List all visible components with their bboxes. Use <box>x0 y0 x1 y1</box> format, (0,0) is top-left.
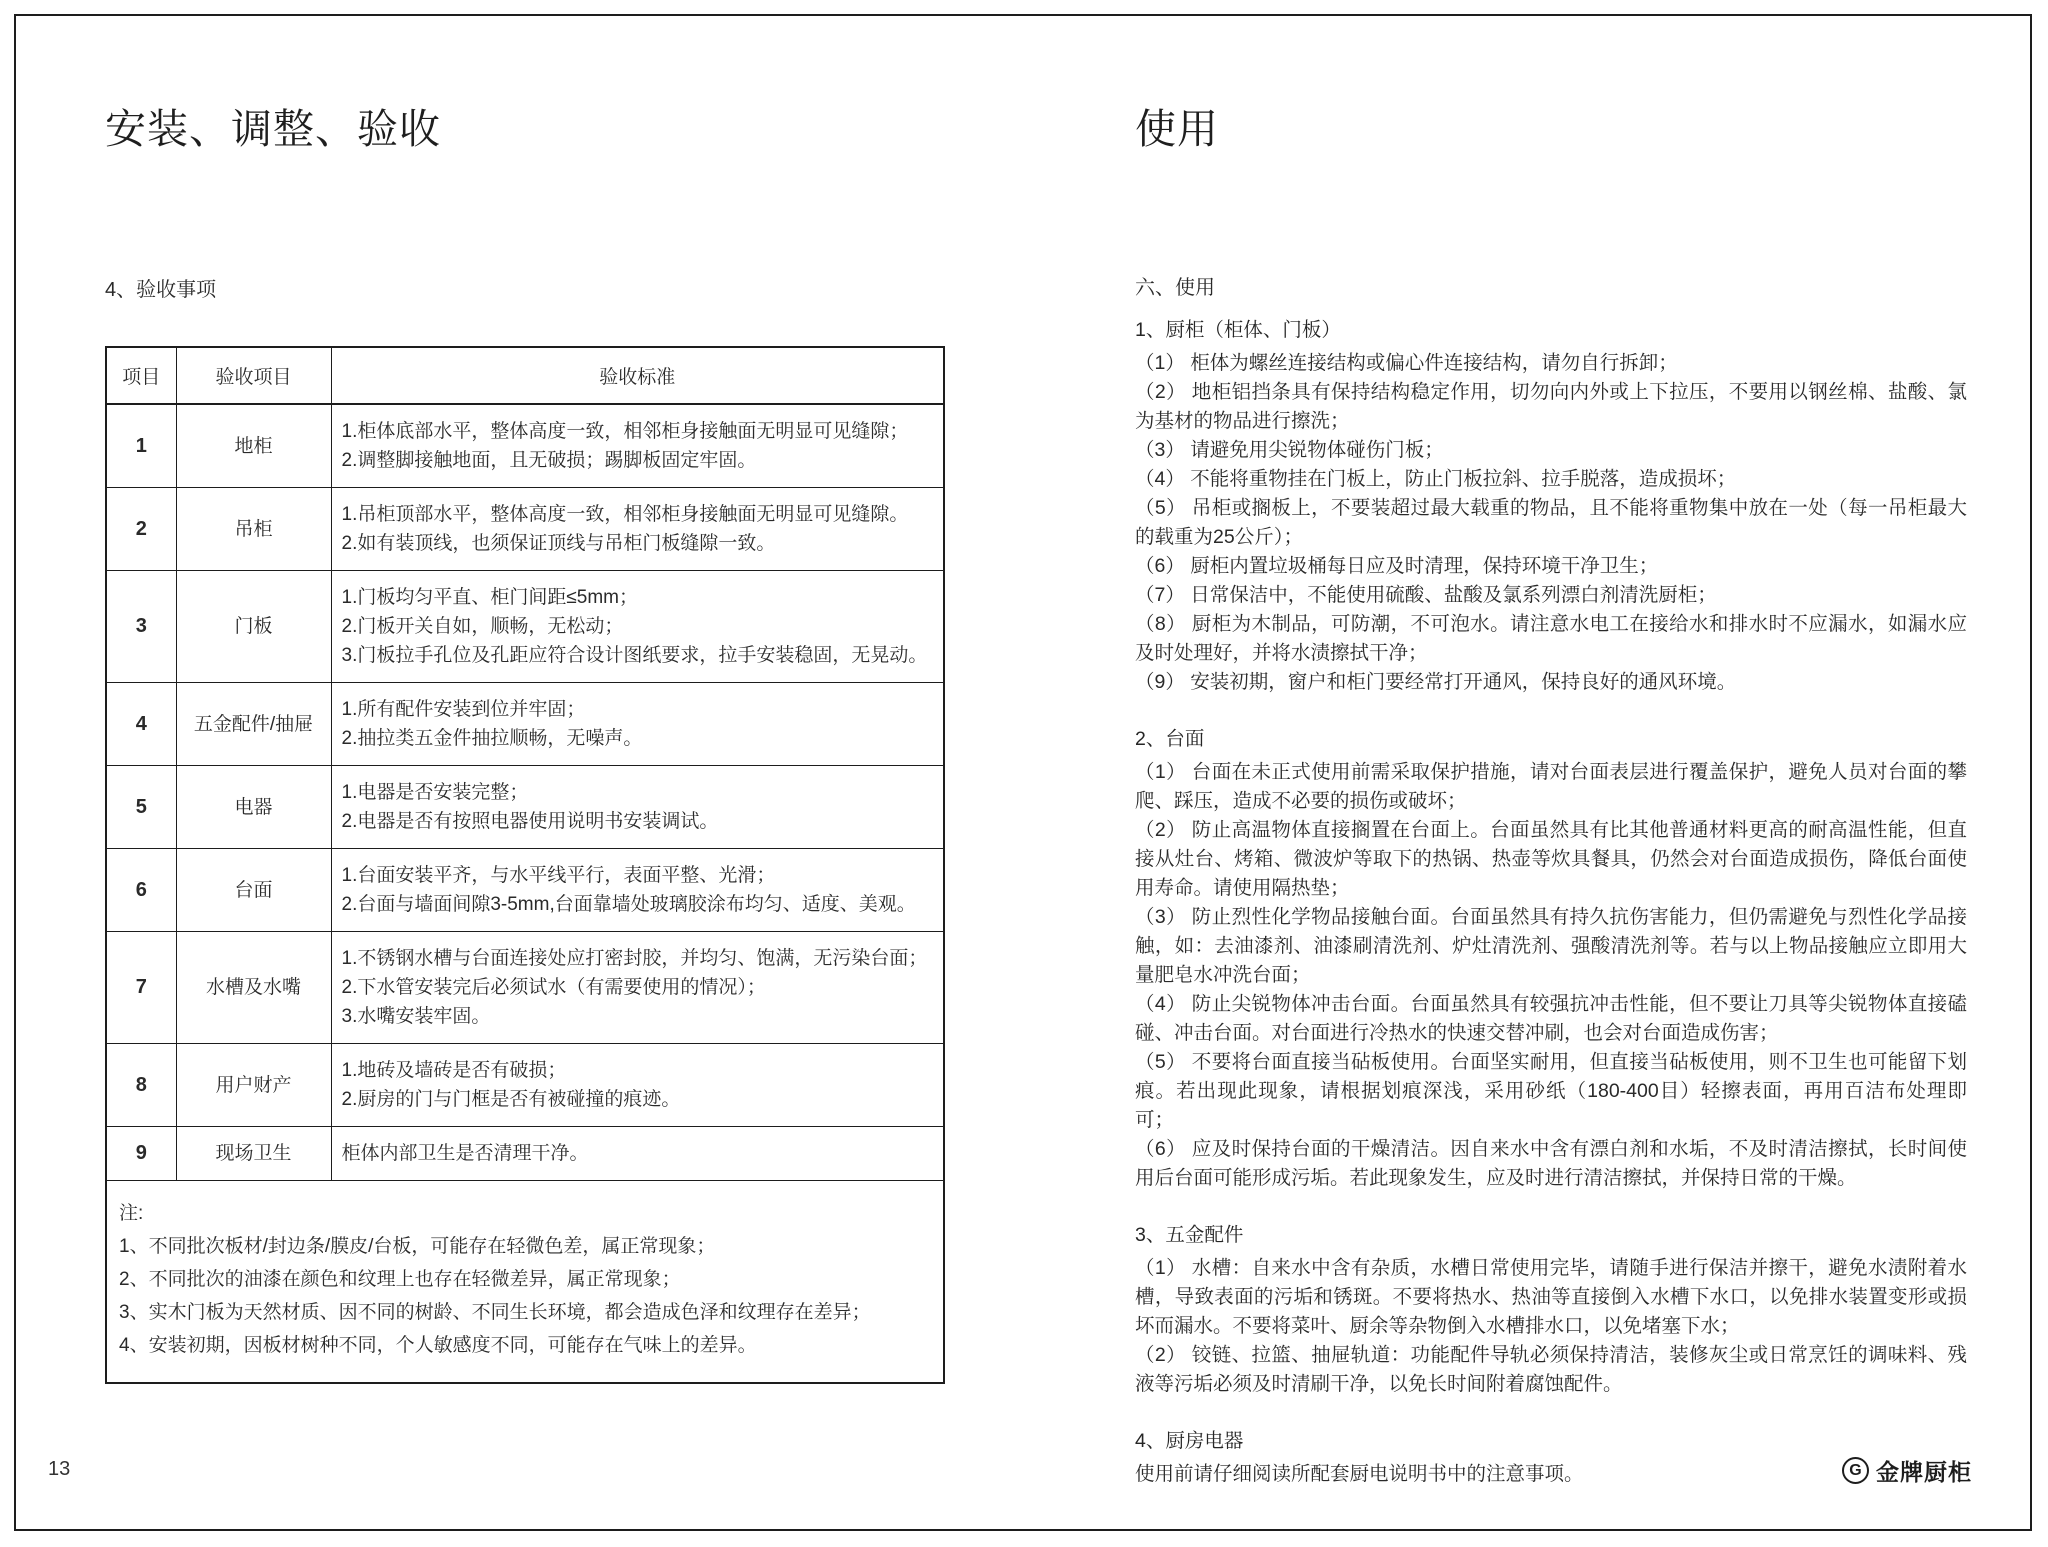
acceptance-table-footer <box>106 1181 944 1384</box>
usage-section <box>1135 315 1967 697</box>
usage-paragraph: （2） 防止高温物体直接搁置在台面上。台面虽然具有比其他普通材料更高的耐高温性能，但直接从灶台、烤箱、微波炉等取下的热锅、热壶等炊具餐具，仍然会对台面造成损伤，降低台面使用寿命。请使用隔热垫； <box>1135 819 1967 899</box>
table-row <box>106 1044 944 1127</box>
usage-sections <box>1135 315 1967 1489</box>
usage-paragraph: （8） 厨柜为木制品，可防潮，不可泡水。请注意水电工在接给水和排水时不应漏水，如漏水应及时处理好，并将水渍擦拭干净； <box>1135 613 1967 664</box>
table-row <box>106 932 944 1044</box>
col-header-item: 验收项目 <box>176 347 331 404</box>
usage-paragraph: 使用前请仔细阅读所配套厨电说明书中的注意事项。 <box>1135 1463 1584 1485</box>
usage-paragraph: （1） 水槽：自来水中含有杂质，水槽日常使用完毕，请随手进行保洁并擦干，避免水渍附着水槽，导致表面的污垢和锈斑。不要将热水、热油等直接倒入水槽下水口，以免排水装置变形或损坏而漏水。不要将菜叶、厨余等杂物倒入水槽排水口，以免堵塞下水； <box>1135 1257 1967 1337</box>
row-standard-cell <box>331 849 944 932</box>
row-standard-cell <box>331 1044 944 1127</box>
standard-line: 1.电器是否安装完整； <box>341 782 529 803</box>
standard-line: 1.地砖及墙砖是否有破损； <box>341 1060 567 1081</box>
acceptance-section-label: 4、验收事项 <box>105 279 217 301</box>
page-title-usage: 使用 <box>1135 106 1219 152</box>
standard-line: 2.门板开关自如，顺畅，无松动； <box>341 616 624 637</box>
table-row <box>106 404 944 488</box>
standard-line: 2.厨房的门与门框是否有被碰撞的痕迹。 <box>341 1089 681 1110</box>
note-line: 3、实木门板为天然材质、因不同的树龄、不同生长环境，都会造成色泽和纹理存在差异； <box>119 1302 871 1323</box>
row-item-cell: 水槽及水嘴 <box>176 932 331 1044</box>
acceptance-table <box>105 346 945 1384</box>
row-number-cell: 1 <box>106 404 176 488</box>
standard-line: 柜体内部卫生是否清理干净。 <box>341 1143 589 1164</box>
row-item-cell: 用户财产 <box>176 1044 331 1127</box>
row-standard-cell <box>331 766 944 849</box>
row-number-cell: 5 <box>106 766 176 849</box>
section-subtitle: 3、五金配件 <box>1135 1224 1244 1246</box>
usage-paragraph: （6） 应及时保持台面的干燥清洁。因自来水中含有漂白剂和水垢，不及时清洁擦拭，长时间使用后台面可能形成污垢。若此现象发生，应及时进行清洁擦拭，并保持日常的干燥。 <box>1135 1138 1967 1189</box>
notes-row <box>106 1181 944 1384</box>
brand-name: 金牌厨柜 <box>1876 1459 1972 1485</box>
standard-line: 1.不锈钢水槽与台面连接处应打密封胶，并均匀、饱满，无污染台面； <box>341 948 928 969</box>
row-number-cell: 4 <box>106 683 176 766</box>
standard-line: 1.台面安装平齐，与水平线平行，表面平整、光滑； <box>341 865 776 886</box>
col-header-standard: 验收标准 <box>331 347 944 404</box>
table-row <box>106 683 944 766</box>
usage-paragraph: （3） 防止烈性化学物品接触台面。台面虽然具有持久抗伤害能力，但仍需避免与烈性化学品接触，如：去油漆剂、油漆刷清洗剂、炉灶清洗剂、强酸清洗剂等。若与以上物品接触应立即用大量肥皂水冲洗台面； <box>1135 906 1967 986</box>
page-title-install: 安装、调整、验收 <box>105 106 441 152</box>
row-item-cell: 现场卫生 <box>176 1127 331 1181</box>
usage-paragraph: （1） 台面在未正式使用前需采取保护措施，请对台面表层进行覆盖保护，避免人员对台面的攀爬、踩压，造成不必要的损伤或破坏； <box>1135 761 1967 812</box>
standard-line: 1.柜体底部水平，整体高度一致，相邻柜身接触面无明显可见缝隙； <box>341 421 909 442</box>
row-number-cell: 8 <box>106 1044 176 1127</box>
note-line: 1、不同批次板材/封边条/膜皮/台板，可能存在轻微色差，属正常现象； <box>119 1236 716 1257</box>
usage-section <box>1135 1220 1967 1399</box>
table-row <box>106 849 944 932</box>
page-number: 13 <box>48 1458 71 1480</box>
row-standard-cell <box>331 571 944 683</box>
row-item-cell: 五金配件/抽屉 <box>176 683 331 766</box>
usage-paragraph: （7） 日常保洁中，不能使用硫酸、盐酸及氯系列漂白剂清洗厨柜； <box>1135 584 1717 606</box>
row-item-cell: 台面 <box>176 849 331 932</box>
standard-line: 2.下水管安装完后必须试水（有需要使用的情况）； <box>341 977 766 998</box>
standard-line: 2.如有装顶线，也须保证顶线与吊柜门板缝隙一致。 <box>341 533 776 554</box>
usage-paragraph: （2） 地柜铝挡条具有保持结构稳定作用，切勿向内外或上下拉压，不要用以钢丝棉、盐酸、氯为基材的物品进行擦洗； <box>1135 381 1967 432</box>
row-item-cell: 电器 <box>176 766 331 849</box>
standard-line: 1.吊柜顶部水平，整体高度一致，相邻柜身接触面无明显可见缝隙。 <box>341 504 909 525</box>
acceptance-table-head <box>106 347 944 404</box>
usage-paragraph: （6） 厨柜内置垃圾桶每日应及时清理，保持环境干净卫生； <box>1135 555 1659 577</box>
table-notes <box>106 1181 944 1384</box>
section-subtitle: 4、厨房电器 <box>1135 1430 1244 1452</box>
usage-paragraph: （5） 不要将台面直接当砧板使用。台面坚实耐用，但直接当砧板使用，则不卫生也可能留下划痕。若出现此现象，请根据划痕深浅，采用砂纸（180-400目）轻擦表面，再用百洁布处理即可； <box>1135 1051 1967 1131</box>
row-number-cell: 7 <box>106 932 176 1044</box>
usage-paragraph: （2） 铰链、拉篮、抽屉轨道：功能配件导轨必须保持清洁，装修灰尘或日常烹饪的调味料、残液等污垢必须及时清刷干净，以免长时间附着腐蚀配件。 <box>1135 1344 1967 1395</box>
right-page <box>1135 96 1967 1489</box>
notes-title: 注: <box>119 1203 144 1224</box>
row-number-cell: 6 <box>106 849 176 932</box>
usage-paragraph: （4） 不能将重物挂在门板上，防止门板拉斜、拉手脱落，造成损坏； <box>1135 468 1737 490</box>
usage-section <box>1135 724 1967 1193</box>
row-standard-cell <box>331 404 944 488</box>
usage-paragraph: （5） 吊柜或搁板上，不要装超过最大载重的物品，且不能将重物集中放在一处（每一吊柜最大的载重为25公斤）； <box>1135 497 1967 548</box>
usage-paragraph: （1） 柜体为螺丝连接结构或偏心件连接结构，请勿自行拆卸； <box>1135 352 1678 374</box>
col-header-no: 项目 <box>106 347 176 404</box>
standard-line: 2.抽拉类五金件抽拉顺畅，无噪声。 <box>341 728 643 749</box>
note-line: 2、不同批次的油漆在颜色和纹理上也存在轻微差异，属正常现象； <box>119 1269 681 1290</box>
row-number-cell: 3 <box>106 571 176 683</box>
row-number-cell: 2 <box>106 488 176 571</box>
standard-line: 1.门板均匀平直、柜门间距≤5mm； <box>341 587 638 608</box>
acceptance-table-body <box>106 404 944 1181</box>
brand-gear-g-icon: G <box>1842 1457 1869 1484</box>
note-line: 4、安装初期，因板材树种不同，个人敏感度不同，可能存在气味上的差异。 <box>119 1335 757 1356</box>
standard-line: 3.门板拉手孔位及孔距应符合设计图纸要求，拉手安装稳固，无晃动。 <box>341 645 928 666</box>
section-subtitle: 2、台面 <box>1135 728 1205 750</box>
header-row <box>106 347 944 404</box>
section-subtitle: 1、厨柜（柜体、门板） <box>1135 319 1341 341</box>
left-page <box>105 96 947 1384</box>
standard-line: 2.电器是否有按照电器使用说明书安装调试。 <box>341 811 719 832</box>
brand-logo <box>1842 1454 1972 1487</box>
row-standard-cell <box>331 488 944 571</box>
table-row <box>106 1127 944 1181</box>
row-item-cell: 地柜 <box>176 404 331 488</box>
standard-line: 2.调整脚接触地面，且无破损；踢脚板固定牢固。 <box>341 450 757 471</box>
row-standard-cell <box>331 1127 944 1181</box>
row-item-cell: 门板 <box>176 571 331 683</box>
usage-paragraph: （9） 安装初期，窗户和柜门要经常打开通风，保持良好的通风环境。 <box>1135 671 1737 693</box>
table-row <box>106 488 944 571</box>
table-row <box>106 766 944 849</box>
usage-paragraph: （4） 防止尖锐物体冲击台面。台面虽然具有较强抗冲击性能，但不要让刀具等尖锐物体直接磕碰、冲击台面。对台面进行冷热水的快速交替冲刷，也会对台面造成伤害； <box>1135 993 1967 1044</box>
usage-heading: 六、使用 <box>1135 277 1215 299</box>
standard-line: 3.水嘴安装牢固。 <box>341 1006 491 1027</box>
row-number-cell: 9 <box>106 1127 176 1181</box>
standard-line: 1.所有配件安装到位并牢固； <box>341 699 586 720</box>
row-item-cell: 吊柜 <box>176 488 331 571</box>
row-standard-cell <box>331 683 944 766</box>
table-row <box>106 571 944 683</box>
standard-line: 2.台面与墙面间隙3-5mm,台面靠墙处玻璃胶涂布均匀、适度、美观。 <box>341 894 916 915</box>
usage-paragraph: （3） 请避免用尖锐物体碰伤门板； <box>1135 439 1444 461</box>
row-standard-cell <box>331 932 944 1044</box>
